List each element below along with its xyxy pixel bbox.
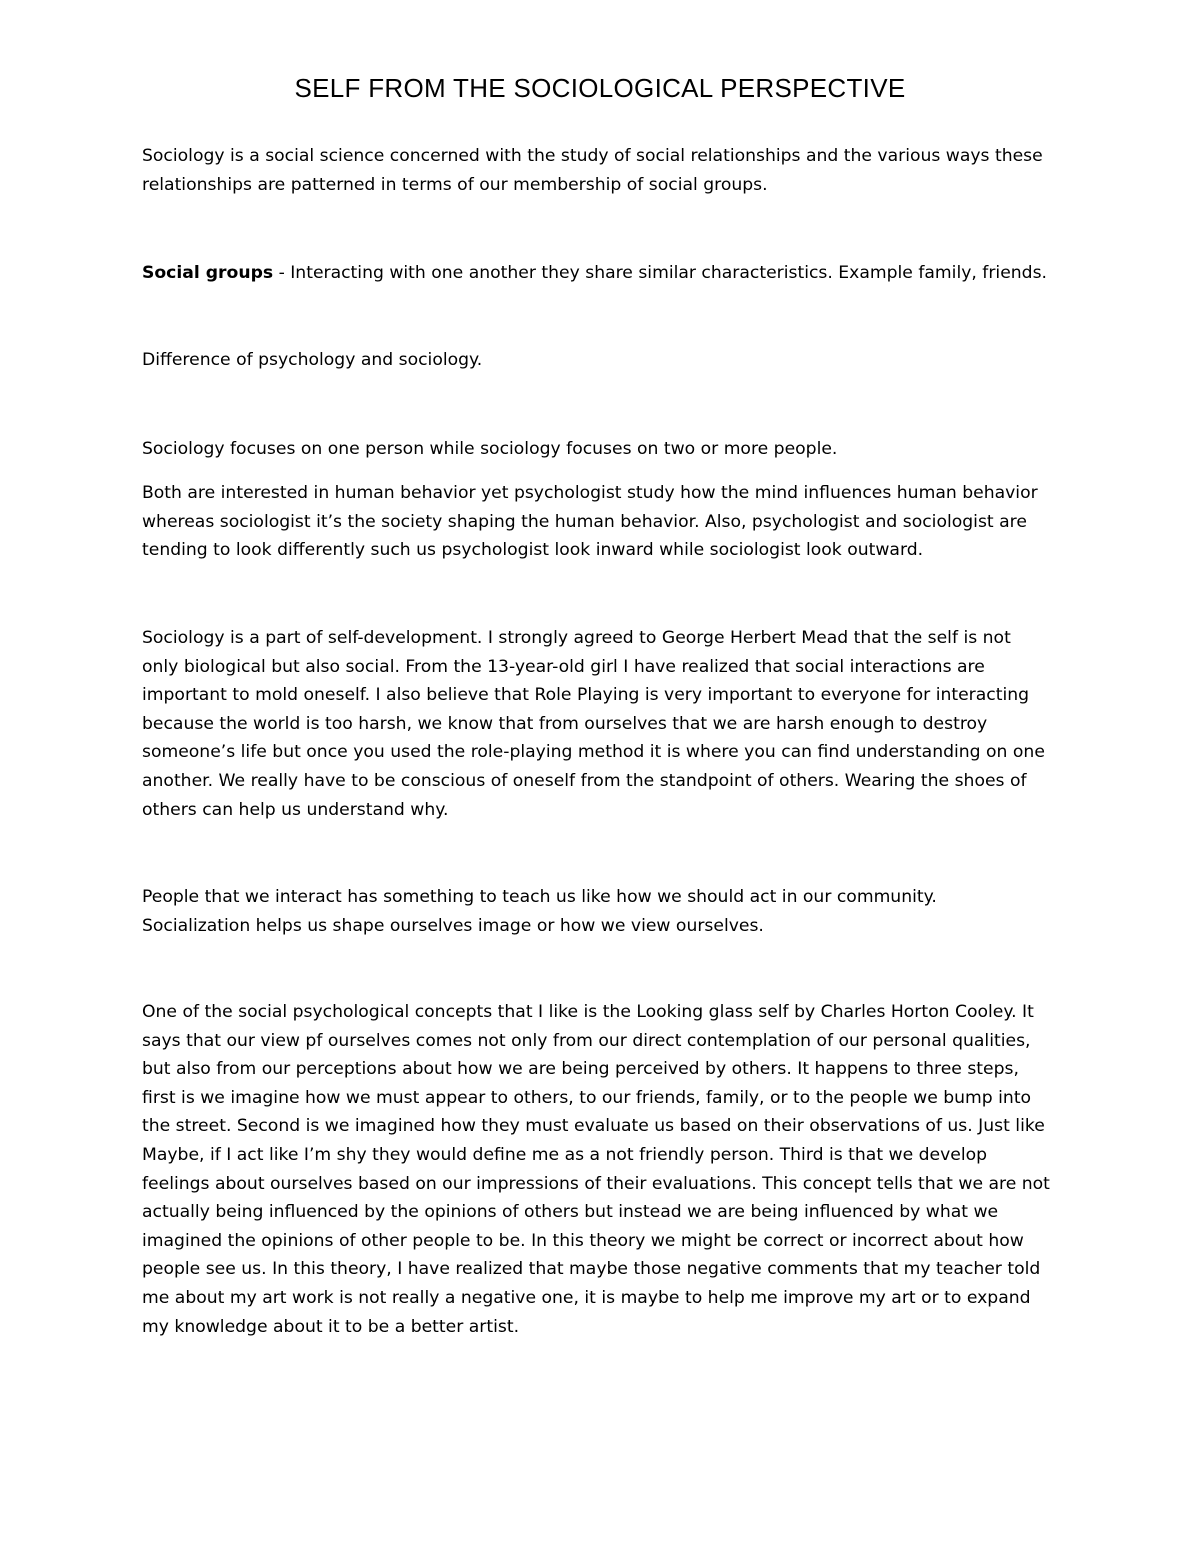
text-line: Maybe, if I act like I’m shy they would define me as a not friendly person. Third is that we develop — [142, 1144, 988, 1165]
text-line: someone’s life but once you used the role-playing method it is where you can find understanding on one — [142, 742, 1045, 763]
term-social-groups: Social groups — [142, 263, 274, 283]
text-line: relationships are patterned in terms of our membership of social groups. — [142, 174, 768, 195]
paragraph-self-development — [142, 624, 1062, 824]
text-line: One of the social psychological concepts that I like is the Looking glass self by Charles Horton Cooley. It — [142, 1002, 1034, 1022]
text-line: tending to look differently such us psychologist look inward while sociologist look outward. — [142, 540, 924, 561]
paragraph-looking-glass-self — [142, 998, 1062, 1341]
text-line: because the world is too harsh, we know that from ourselves that we are harsh enough to destroy — [142, 713, 988, 734]
paragraph-comparison — [142, 479, 1062, 565]
text-line: imagined the opinions of other people to be. In this theory we might be correct or incorrect about how — [142, 1230, 1024, 1251]
text-line: my knowledge about it to be a better artist. — [142, 1316, 520, 1337]
text-line: me about my art work is not really a negative one, it is maybe to help me improve my art or to expand — [142, 1287, 1031, 1308]
text-line: others can help us understand why. — [142, 799, 449, 820]
text-line: actually being influenced by the opinions of others but instead we are being influenced by what we — [142, 1202, 999, 1223]
text-line: says that our view pf ourselves comes not only from our direct contemplation of our personal qualities, — [142, 1030, 1031, 1051]
paragraph-socialization — [142, 883, 1062, 940]
text-line: People that we interact has something to teach us like how we should act in our community. — [142, 887, 937, 907]
text-line: people see us. In this theory, I have realized that maybe those negative comments that my teacher told — [142, 1259, 1041, 1280]
text-line: another. We really have to be conscious of oneself from the standpoint of others. Wearing the shoes of — [142, 770, 1027, 791]
text-line: Sociology is a social science concerned with the study of social relationships and the various ways these — [142, 146, 1043, 166]
text-line: Both are interested in human behavior yet psychologist study how the mind influences human behavior — [142, 483, 1038, 503]
text-line: important to mold oneself. I also believe that Role Playing is very important to everyone for interacting — [142, 685, 1030, 706]
text-line: whereas sociologist it’s the society shaping the human behavior. Also, psychologist and sociologist are — [142, 511, 1027, 532]
text-line: the street. Second is we imagined how they must evaluate us based on their observations of us. Just like — [142, 1116, 1045, 1137]
text-line — [142, 259, 1062, 288]
text-line: Difference of psychology and sociology. — [142, 350, 483, 370]
text-line: first is we imagine how we must appear to others, to our friends, family, or to the people we bump into — [142, 1087, 1032, 1108]
definition-social-groups: - Interacting with one another they share similar characteristics. Example family, friends. — [273, 263, 1047, 283]
page-title: SELF FROM THE SOCIOLOGICAL PERSPECTIVE — [294, 73, 906, 103]
text-line: Sociology is a part of self-development. I strongly agreed to George Herbert Mead that the self is not — [142, 628, 1011, 648]
text-line: Socialization helps us shape ourselves image or how we view ourselves. — [142, 915, 764, 936]
text-line: Sociology focuses on one person while sociology focuses on two or more people. — [142, 439, 838, 459]
paragraph-social-groups — [142, 259, 1062, 288]
paragraph-focus — [142, 435, 1062, 464]
text-line: but also from our perceptions about how we are being perceived by others. It happens to three steps, — [142, 1059, 1019, 1080]
paragraph-difference-heading — [142, 346, 1062, 375]
paragraph-sociology-definition — [142, 142, 1062, 199]
text-line: only biological but also social. From the 13-year-old girl I have realized that social interactions are — [142, 656, 985, 677]
text-line: feelings about ourselves based on our impressions of their evaluations. This concept tells that we are not — [142, 1173, 1050, 1194]
